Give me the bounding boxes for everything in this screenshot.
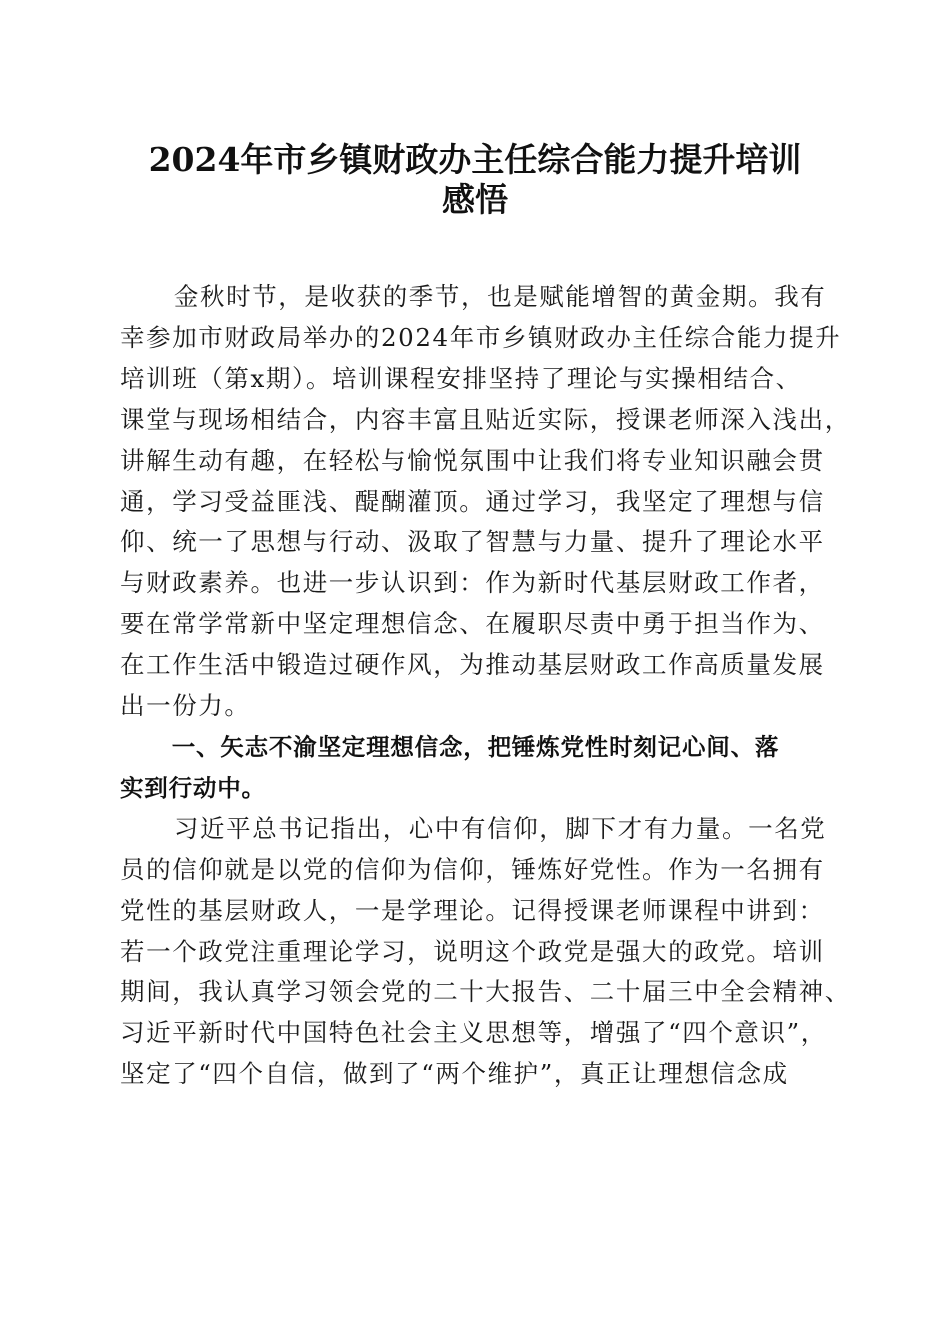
heading-line: 一、矢志不渝坚定理想信念，把锤炼党性时刻记心间、落 bbox=[171, 732, 780, 761]
text-line: 在工作生活中锻造过硬作风，为推动基层财政工作高质量发展 bbox=[120, 650, 825, 680]
heading-line: 实到行动中。 bbox=[120, 773, 266, 802]
text-line: 通，学习受益匪浅、醍醐灌顶。通过学习，我坚定了理想与信 bbox=[120, 486, 825, 516]
section-1-paragraph bbox=[120, 809, 851, 1095]
text-line: 坚定了“四个自信，做到了“两个维护”，真正让理想信念成 bbox=[120, 1059, 789, 1089]
text-line: 要在常学常新中坚定理想信念、在履职尽责中勇于担当作为、 bbox=[120, 609, 825, 639]
text-line: 出一份力。 bbox=[120, 691, 251, 721]
text-line: 与财政素养。也进一步认识到：作为新时代基层财政工作者， bbox=[120, 568, 825, 598]
section-1-heading bbox=[120, 727, 832, 809]
title-line-2: 感悟 bbox=[442, 180, 508, 219]
text-line: 若一个政党注重理论学习，说明这个政党是强大的政党。培训 bbox=[120, 936, 825, 966]
text-line: 金秋时节，是收获的季节，也是赋能增智的黄金期。我有 bbox=[173, 282, 827, 311]
text-line: 讲解生动有趣，在轻松与愉悦氛围中让我们将专业知识融会贯 bbox=[120, 445, 825, 475]
text-line: 员的信仰就是以党的信仰为信仰，锤炼好党性。作为一名拥有 bbox=[120, 854, 825, 884]
text-line: 习近平新时代中国特色社会主义思想等，增强了“四个意识”， bbox=[120, 1018, 827, 1048]
text-line: 课堂与现场相结合，内容丰富且贴近实际，授课老师深入浅出， bbox=[120, 404, 851, 434]
text-line: 习近平总书记指出，心中有信仰，脚下才有力量。一名党 bbox=[173, 813, 827, 843]
text-line: 党性的基层财政人，一是学理论。记得授课老师课程中讲到： bbox=[120, 895, 825, 925]
document-title bbox=[100, 140, 850, 220]
title-line-1: 2024年市乡镇财政办主任综合能力提升培训 bbox=[148, 140, 802, 179]
text-line: 期间，我认真学习领会党的二十大报告、二十届三中全会精神、 bbox=[120, 977, 851, 1007]
text-line: 幸参加市财政局举办的2024年市乡镇财政办主任综合能力提升 bbox=[120, 322, 842, 352]
document-body bbox=[120, 277, 851, 1095]
text-line: 培训班（第x期）。培训课程安排坚持了理论与实操相结合、 bbox=[120, 363, 802, 393]
text-line: 仰、统一了思想与行动、汲取了智慧与力量、提升了理论水平 bbox=[120, 527, 825, 557]
intro-paragraph bbox=[120, 277, 851, 727]
